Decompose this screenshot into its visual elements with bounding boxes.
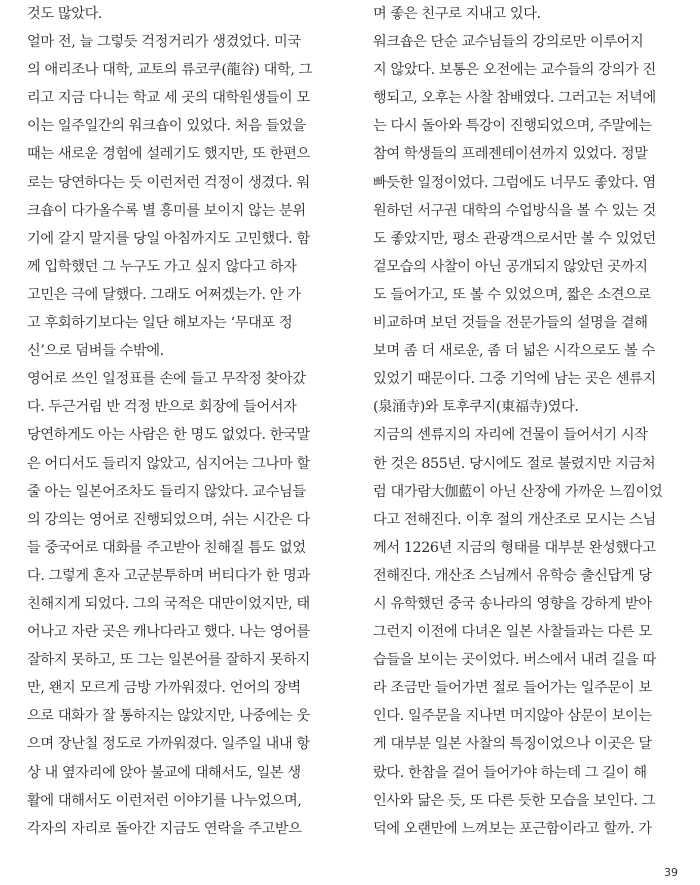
text-line: 습들을 보이는 곳이었다. 버스에서 내려 길을 따 bbox=[373, 652, 656, 669]
text-line: 으며 장난칠 정도로 가까워졌다. 일주일 내내 항 bbox=[27, 736, 310, 753]
text-line: 께서 1226년 지금의 형태를 대부분 완성했다고 bbox=[373, 539, 656, 556]
text-line: 기에 갈지 말지를 당일 아침까지도 고민했다. 함 bbox=[27, 230, 310, 247]
text-line: 고민은 극에 달했다. 그래도 어쩌겠는가. 안 가 bbox=[27, 286, 301, 303]
text-line: 은 어디서도 들리지 않았고, 심지어는 그나마 할 bbox=[27, 455, 310, 472]
text-line: 당연하게도 아는 사람은 한 명도 없었다. 한국말 bbox=[27, 427, 310, 444]
text-line: 줄 아는 일본어조차도 들리지 않았다. 교수님들 bbox=[27, 483, 306, 500]
text-line: 럼 대가람大伽藍이 아닌 산장에 가까운 느낌이었 bbox=[373, 483, 663, 500]
text-line: 만, 왠지 모르게 금방 가까워졌다. 언어의 장벽 bbox=[27, 680, 301, 697]
text-line: 각자의 자리로 돌아간 지금도 연락을 주고받으 bbox=[27, 820, 302, 837]
text-line: 인다. 일주문을 지나면 머지않아 삼문이 보이는 bbox=[373, 708, 652, 725]
text-line: 이는 일주일간의 워크숍이 있었다. 처음 들었을 bbox=[27, 118, 306, 135]
text-line: 어나고 자란 곳은 캐나다라고 했다. 나는 영어를 bbox=[27, 624, 310, 641]
text-line: 랐다. 한참을 걸어 들어가야 하는데 그 길이 해 bbox=[373, 764, 647, 781]
text-line: 는 다시 돌아와 특강이 진행되었으며, 주말에는 bbox=[373, 118, 652, 135]
text-line: 으로 대화가 잘 통하지는 않았지만, 나중에는 웃 bbox=[27, 708, 310, 725]
text-line: 께 입학했던 그 누구도 가고 싶지 않다고 하자 bbox=[27, 258, 297, 275]
text-line: 시 유학했던 중국 송나라의 영향을 강하게 받아 bbox=[373, 595, 652, 612]
text-line: 로는 당연하다는 듯 이런저런 걱정이 생겼다. 워 bbox=[27, 174, 310, 191]
text-line: 있었기 때문이다. 그중 기억에 남는 곳은 센류지 bbox=[373, 371, 656, 388]
text-line: 도 들어가고, 또 볼 수 있었으며, 짧은 소견으로 bbox=[373, 286, 651, 303]
text-line: 고 후회하기보다는 일단 해보자는 ‘무대포 정 bbox=[27, 315, 293, 332]
text-line: 때는 새로운 경험에 설레기도 했지만, 또 한편으 bbox=[27, 146, 310, 163]
text-line: 얼마 전, 늘 그렇듯 걱정거리가 생겼었다. 미국 bbox=[27, 34, 301, 51]
text-line: 리고 지금 다니는 학교 세 곳의 대학원생들이 모 bbox=[27, 90, 310, 107]
text-line: 참여 학생들의 프레젠테이션까지 있었다. 정말 bbox=[373, 146, 648, 163]
text-line: 신’으로 덤벼들 수밖에. bbox=[27, 343, 164, 360]
text-line: 크숍이 다가올수록 별 흥미를 보이지 않는 분위 bbox=[27, 202, 306, 219]
text-line: 것도 많았다. bbox=[27, 6, 103, 22]
text-line: 활에 대해서도 이런저런 이야기를 나누었으며, bbox=[27, 792, 302, 809]
text-line: 라 조금만 들어가면 절로 들어가는 일주문이 보 bbox=[373, 680, 652, 697]
text-line: 워크숍은 단순 교수님들의 강의로만 이루어지 bbox=[373, 34, 644, 51]
text-line: 상 내 옆자리에 앉아 불교에 대해서도, 일본 생 bbox=[27, 764, 301, 781]
text-line: 친해지게 되었다. 그의 국적은 대만이었지만, 태 bbox=[27, 595, 310, 612]
text-line: 게 대부분 일본 사찰의 특징이었으나 이곳은 달 bbox=[373, 736, 652, 753]
text-line: 덕에 오랜만에 느껴보는 포근함이라고 할까. 가 bbox=[373, 820, 652, 837]
text-line: 빠듯한 일정이었다. 그럼에도 너무도 좋았다. 염 bbox=[373, 174, 656, 191]
text-line: 며 좋은 친구로 지내고 있다. bbox=[373, 6, 541, 22]
text-line: 다. 그렇게 혼자 고군분투하며 버티다가 한 명과 bbox=[27, 567, 310, 584]
text-line: (泉涌寺)와 토후쿠지(東福寺)였다. bbox=[373, 399, 579, 416]
text-line: 전해진다. 개산조 스님께서 유학승 출신답게 당 bbox=[373, 567, 652, 584]
text-line: 겉모습의 사찰이 아닌 공개되지 않았던 곳까지 bbox=[373, 258, 648, 275]
text-line: 다고 전해진다. 이후 절의 개산조로 모시는 스님 bbox=[373, 511, 656, 528]
text-line: 비교하며 보던 것들을 전문가들의 설명을 곁해 bbox=[373, 315, 648, 332]
right-column bbox=[373, 0, 675, 843]
text-line: 지 않았다. 보통은 오전에는 교수들의 강의가 진 bbox=[373, 62, 656, 79]
text-line: 영어로 쓰인 일정표를 손에 들고 무작정 찾아갔 bbox=[27, 371, 306, 388]
page-number: 39 bbox=[664, 866, 678, 879]
text-line: 보며 좀 더 새로운, 좀 더 넓은 시각으로도 볼 수 bbox=[373, 343, 655, 360]
text-line: 그런지 이전에 다녀온 일본 사찰들과는 다른 모 bbox=[373, 624, 652, 641]
text-line: 행되고, 오후는 사찰 참배였다. 그러고는 저녁에 bbox=[373, 90, 656, 107]
text-line: 의 강의는 영어로 진행되었으며, 쉬는 시간은 다 bbox=[27, 511, 310, 528]
text-line: 다. 두근거림 반 걱정 반으로 회장에 들어서자 bbox=[27, 399, 297, 416]
text-line: 인사와 닮은 듯, 또 다른 듯한 모습을 보인다. 그 bbox=[373, 792, 655, 809]
text-line: 도 좋았지만, 평소 관광객으로서만 볼 수 있었던 bbox=[373, 230, 656, 247]
text-line: 원하던 서구권 대학의 수업방식을 볼 수 있는 것 bbox=[373, 202, 656, 219]
text-line: 들 중국어로 대화를 주고받아 친해질 틈도 없었 bbox=[27, 539, 306, 556]
text-line: 잘하지 못하고, 또 그는 일본어를 잘하지 못하지 bbox=[27, 652, 310, 669]
left-column bbox=[27, 0, 329, 843]
text-line: 지금의 센류지의 자리에 건물이 들어서기 시작 bbox=[373, 427, 648, 444]
text-line: 한 것은 855년. 당시에도 절로 불렸지만 지금처 bbox=[373, 455, 656, 472]
text-line: 의 애리조나 대학, 교토의 류코쿠(龍谷) 대학, 그 bbox=[27, 62, 313, 79]
